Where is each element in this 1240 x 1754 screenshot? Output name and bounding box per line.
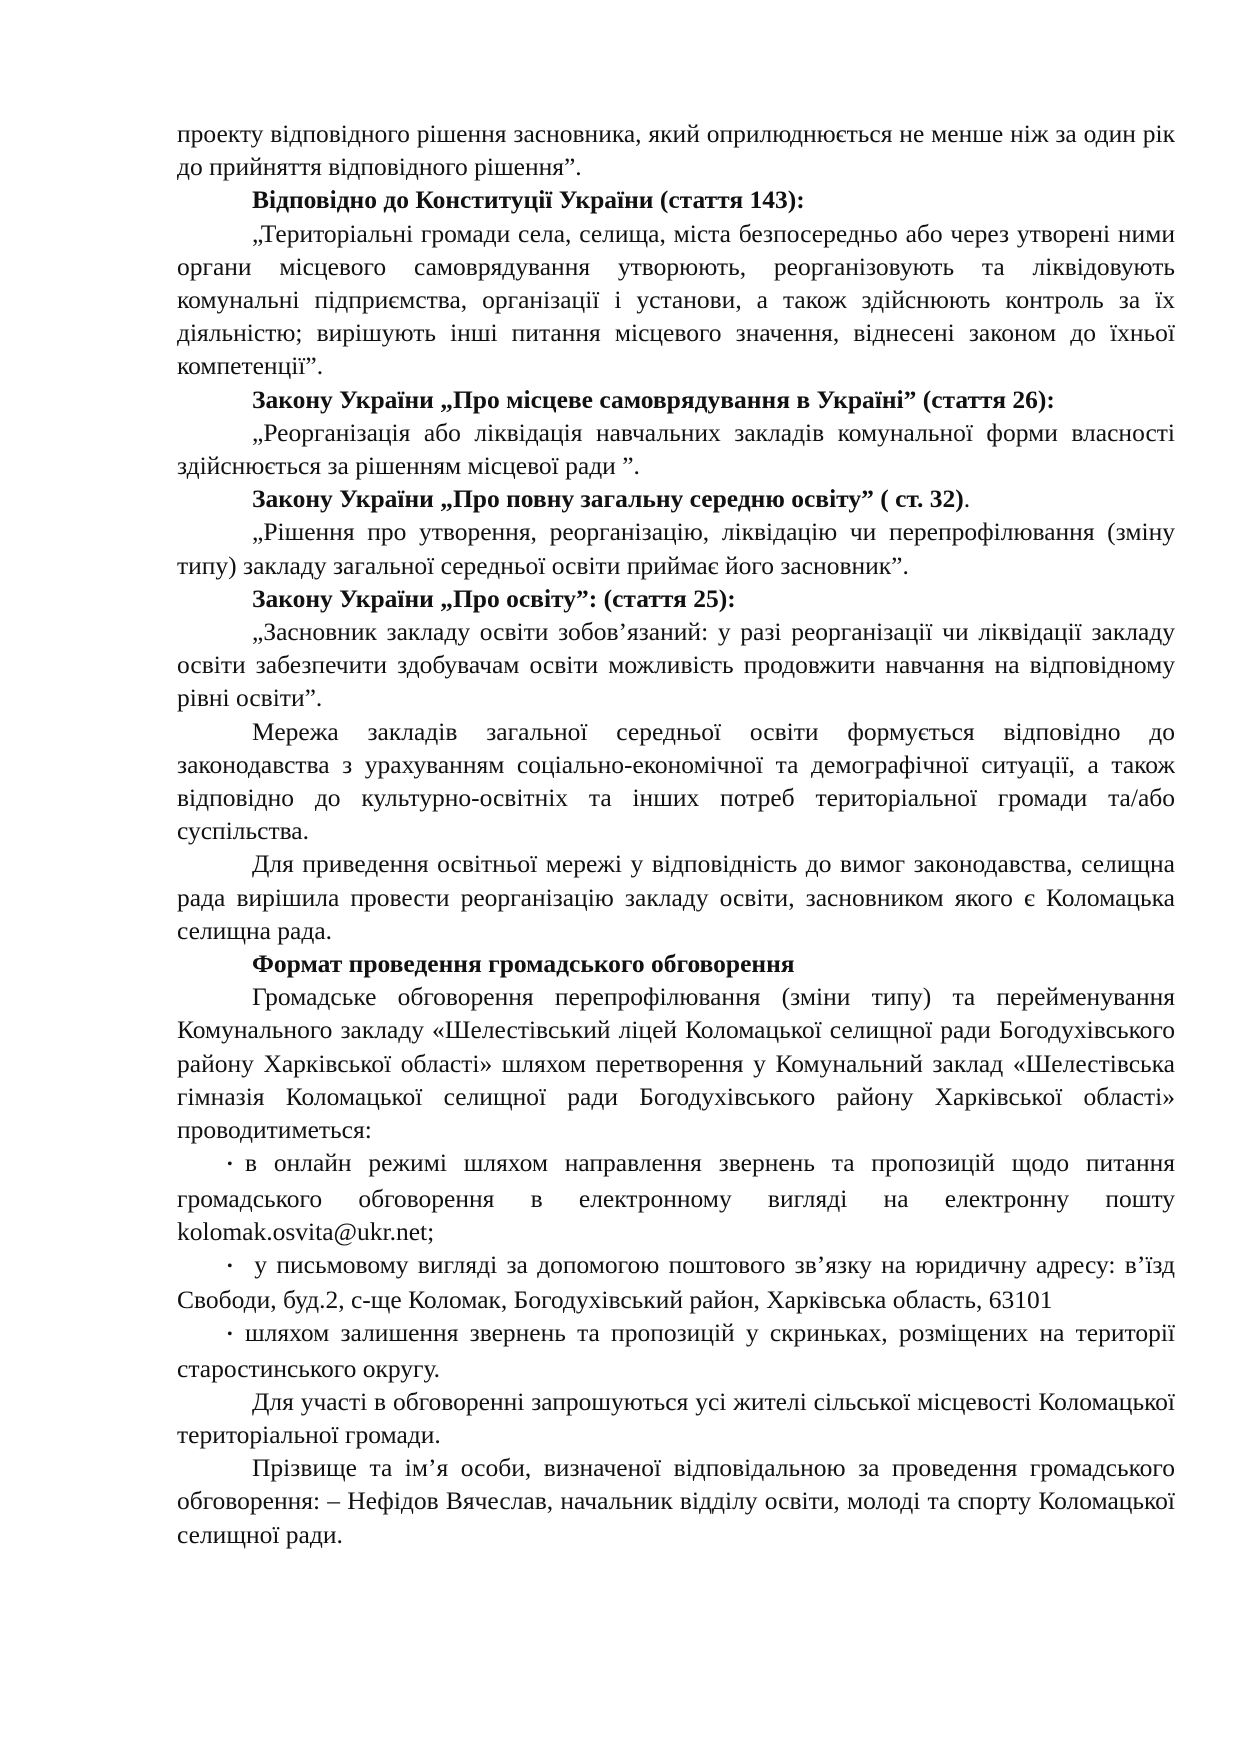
bullet-icon: •: [227, 1326, 233, 1344]
format-paragraph: Громадське обговорення перепрофілювання (зміни типу) та перейменування Комунального закладу «Шелестівський ліцей Коломацької селищної ради Богодухівського району Харківської області» шляхом перетворення у Комунальний заклад «Шелестівська гімназія Коломацької селищної ради Богодухівського району Харківської області» проводитиметься:: [177, 982, 1175, 1145]
decision-paragraph: Для приведення освітньої мережі у відповідність до вимог законодавства, селищна рада вирішила провести реорганізацію закладу освіти, засновником якого є Коломацька селищна рада.: [177, 849, 1175, 945]
constitution-quote: „Територіальні громади села, селища, міста безпосередньо або через утворені ними органи місцевого самоврядування утворюють, реорганізовують та ліквідовують комунальні підприємства, організації і установи, а також здійснюють контроль за їх діяльністю; вирішують інші питання місцевого значення, віднесені законом до їхньої компетенції”.: [177, 218, 1175, 381]
list-item-online: [177, 1146, 1175, 1248]
list-item-text: у письмовому вигляді за допомогою поштового зв’язку на юридичну адресу: в’їзд Свободи, буд.2, с-ще Коломак, Богодухівський район, Харківська область, 63101: [177, 1249, 1175, 1315]
list-item-text: шляхом залишення звернень та пропозицій у скриньках, розміщених на території старостинського округу.: [177, 1318, 1175, 1383]
list-item-mail: [177, 1248, 1175, 1316]
law-education-quote: „Засновник закладу освіти зобов’язаний: у разі реорганізації чи ліквідації закладу освіти забезпечити здобувачам освіти можливість продовжити навчання на відповідному рівні освіти”.: [177, 617, 1175, 713]
bullet-icon: •: [227, 1156, 233, 1174]
network-paragraph: Мережа закладів загальної середньої освіти формується відповідно до законодавства з урахуванням соціально-економічної та демографічної ситуації, а також відповідно до культурно-освітніх та інших потреб територіальної громади та/або суспільства.: [177, 716, 1175, 846]
responsible-person-paragraph: Прізвище та ім’я особи, визначеної відповідальною за проведення громадського обговорення: – Нефідов Вячеслав, начальник відділу освіти, молоді та спорту Коломацької селищної ради.: [177, 1453, 1175, 1549]
law-self-government-quote: „Реорганізація або ліквідація навчальних закладів комунальної форми власності здійснюється за рішенням місцевої ради ”.: [177, 417, 1175, 481]
law-secondary-education-heading: [177, 482, 1175, 515]
intro-paragraph: проекту відповідного рішення засновника, який оприлюднюється не менше ніж за один рік до прийняття відповідного рішення”.: [177, 119, 1175, 182]
list-item-text: в онлайн режимі шляхом направлення звернень та пропозицій щодо питання громадського обговорення в електронному вигляді на електронну пошту kolomak.osvita@ukr.net;: [177, 1148, 1175, 1246]
constitution-heading: Відповідно до Конституції України (стаття 143):: [252, 185, 805, 215]
law-secondary-heading-text: Закону України „Про повну загальну середню освіту” ( ст. 32): [252, 484, 964, 514]
law-secondary-education-quote: „Рішення про утворення, реорганізацію, ліквідацію чи перепрофілювання (зміну типу) закладу загальної середньої освіти приймає його засновник”.: [177, 517, 1175, 580]
law-self-government-heading: Закону України „Про місцеве самоврядування в Україні” (стаття 26):: [252, 384, 1055, 414]
participation-paragraph: Для участі в обговоренні запрошуються усі жителі сільської місцевості Коломацької територіальної громади.: [177, 1386, 1175, 1449]
bullet-icon: •: [227, 1257, 233, 1275]
list-item-boxes: [177, 1316, 1175, 1384]
law-education-heading: Закону України „Про освіту”: (стаття 25):: [252, 583, 736, 613]
format-heading: Формат проведення громадського обговорення: [252, 949, 795, 979]
law-secondary-heading-end: .: [963, 484, 971, 514]
